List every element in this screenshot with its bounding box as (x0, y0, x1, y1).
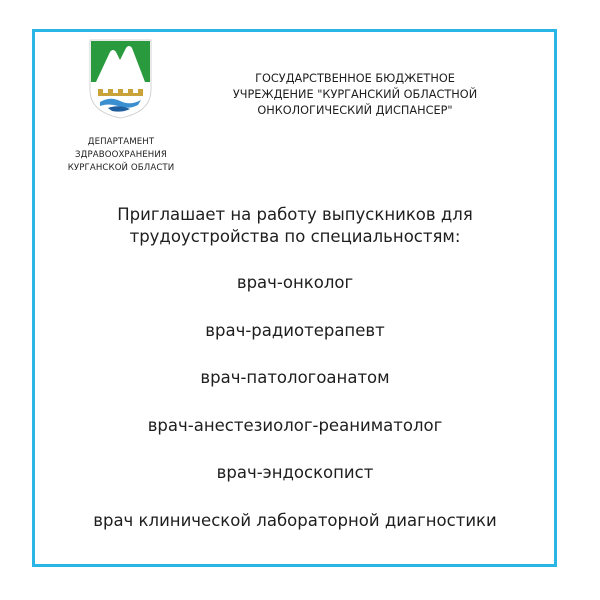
specialty-item: врач клинической лабораторной диагностики (93, 510, 497, 530)
specialty-item: врач-анестезиолог-реаниматолог (147, 415, 443, 435)
specialty-item: врач-радиотерапевт (205, 320, 385, 340)
specialty-item: врач-эндоскопист (216, 463, 374, 483)
coat-of-arms-icon (88, 38, 153, 120)
department-name: ДЕПАРТАМЕНТ ЗДРАВООХРАНЕНИЯ КУРГАНСКОЙ ОБЛАСТИ (67, 137, 175, 173)
invitation-text: Приглашает на работу выпускников для трудоустройства по специальностям: (117, 205, 473, 246)
specialty-list (60, 272, 530, 558)
specialty-item: врач-патологоанатом (200, 368, 390, 388)
organization-name: ГОСУДАРСТВЕННОЕ БЮДЖЕТНОЕ УЧРЕЖДЕНИЕ "КУРГАНСКИЙ ОБЛАСТНОЙ ОНКОЛОГИЧЕСКИЙ ДИСПАНСЕР" (232, 72, 478, 117)
specialty-item: врач-онколог (236, 273, 354, 292)
